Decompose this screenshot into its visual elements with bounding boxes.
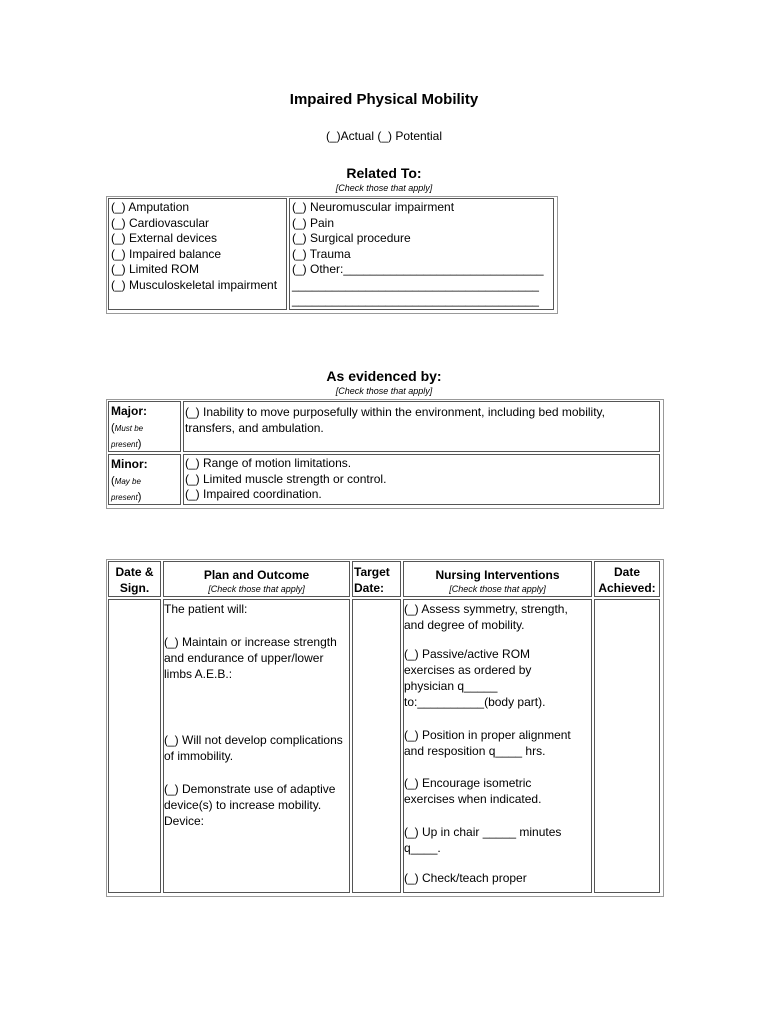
outcome-item: (_) Maintain or increase strength and endurance of upper/lower limbs A.E.B.:	[164, 635, 337, 681]
intervention-item: (_) Passive/active ROM	[404, 647, 531, 661]
related-item: (_) Limited ROM	[111, 262, 200, 276]
page-title: Impaired Physical Mobility	[289, 91, 479, 108]
related-item: (_) External devices	[111, 231, 218, 245]
related-to-note: [Check those that apply]	[335, 183, 433, 193]
related-left-cell	[108, 198, 287, 310]
major-sub-b: present	[111, 440, 138, 449]
plan-outcome-cell	[163, 599, 350, 893]
major-sub-a: Must be	[114, 424, 144, 433]
interventions-cell	[403, 599, 592, 893]
minor-label: Minor:	[111, 457, 148, 471]
header-note: [Check those that apply]	[449, 584, 546, 594]
minor-sub-a: May be	[114, 477, 141, 486]
col-plan-outcome	[163, 561, 350, 597]
minor-sub-b: present	[111, 493, 138, 502]
intervention-item: (_) Up in chair _____ minutes	[404, 825, 562, 839]
header-text: Date:	[354, 581, 385, 595]
col-nursing-interventions	[403, 561, 592, 597]
header-text: Sign.	[119, 581, 150, 595]
evidenced-heading: As evidenced by:	[326, 368, 442, 384]
related-item: (_) Pain	[292, 215, 335, 230]
intervention-item: (_) Assess symmetry, strength, and degree of mobility.	[404, 602, 568, 632]
date-achieved-cell	[594, 599, 660, 893]
related-item: _____________________________________	[292, 293, 539, 307]
intervention-item: (_) Encourage isometric exercises when indicated.	[404, 776, 542, 806]
target-date-cell	[352, 599, 401, 893]
date-sign-cell	[108, 599, 161, 893]
diagnosis-type: (_)Actual (_) Potential	[325, 129, 443, 143]
paren: (	[111, 475, 115, 487]
header-note: [Check those that apply]	[208, 584, 305, 594]
intervention-item: physician q_____	[404, 679, 498, 693]
minor-item: (_) Impaired coordination.	[185, 487, 322, 501]
header-text: Nursing Interventions	[435, 568, 560, 582]
outcome-device: Device:	[164, 814, 205, 828]
header-text: Date &	[115, 565, 154, 579]
major-criteria-cell	[183, 401, 660, 452]
col-date-sign	[108, 561, 161, 597]
care-plan-table	[106, 559, 664, 897]
intervention-item: exercises as ordered by	[404, 663, 532, 677]
related-item: (_) Cardiovascular	[111, 215, 210, 230]
col-target-date	[352, 561, 401, 597]
intervention-item: q____.	[404, 841, 441, 855]
minor-criteria-cell	[183, 454, 660, 505]
header-text: Achieved:	[598, 581, 656, 595]
major-criteria: (_) Inability to move purposefully within the environment, including bed mobility, transfers, and ambulation.	[185, 405, 605, 435]
paren: )	[137, 438, 142, 450]
major-label-cell	[108, 401, 181, 452]
paren: (	[111, 422, 115, 434]
related-item: (_) Musculoskeletal impairment	[111, 277, 278, 292]
outcome-item: (_) Demonstrate use of adaptive device(s) to increase mobility.	[164, 782, 336, 812]
evidenced-note: [Check those that apply]	[335, 386, 433, 396]
header-text: Plan and Outcome	[203, 568, 310, 582]
related-to-table	[106, 196, 558, 314]
related-item: (_) Trauma	[292, 246, 351, 261]
intervention-item: (_) Check/teach proper	[404, 871, 527, 885]
intervention-item: to:__________(body part).	[404, 695, 546, 709]
header-text: Target	[354, 565, 390, 579]
outcome-intro: The patient will:	[164, 602, 248, 616]
related-item: (_) Neuromuscular impairment	[292, 200, 455, 214]
related-item: (_) Amputation	[111, 200, 190, 214]
major-label: Major:	[111, 404, 147, 418]
header-text: Date	[613, 565, 640, 579]
col-date-achieved	[594, 561, 660, 597]
minor-item: (_) Range of motion limitations.	[185, 456, 352, 470]
minor-item: (_) Limited muscle strength or control.	[185, 471, 387, 486]
minor-label-cell	[108, 454, 181, 505]
related-item: (_) Impaired balance	[111, 246, 222, 261]
related-item: (_) Other:______________________________	[292, 262, 544, 276]
outcome-item: (_) Will not develop complications of immobility.	[164, 733, 343, 763]
related-to-heading: Related To:	[346, 165, 422, 181]
related-right-cell	[289, 198, 554, 310]
related-item: (_) Surgical procedure	[292, 231, 411, 245]
paren: )	[137, 491, 142, 503]
related-item: _____________________________________	[292, 277, 539, 292]
intervention-item: (_) Position in proper alignment and resposition q____ hrs.	[404, 728, 571, 758]
evidenced-table	[106, 399, 664, 509]
